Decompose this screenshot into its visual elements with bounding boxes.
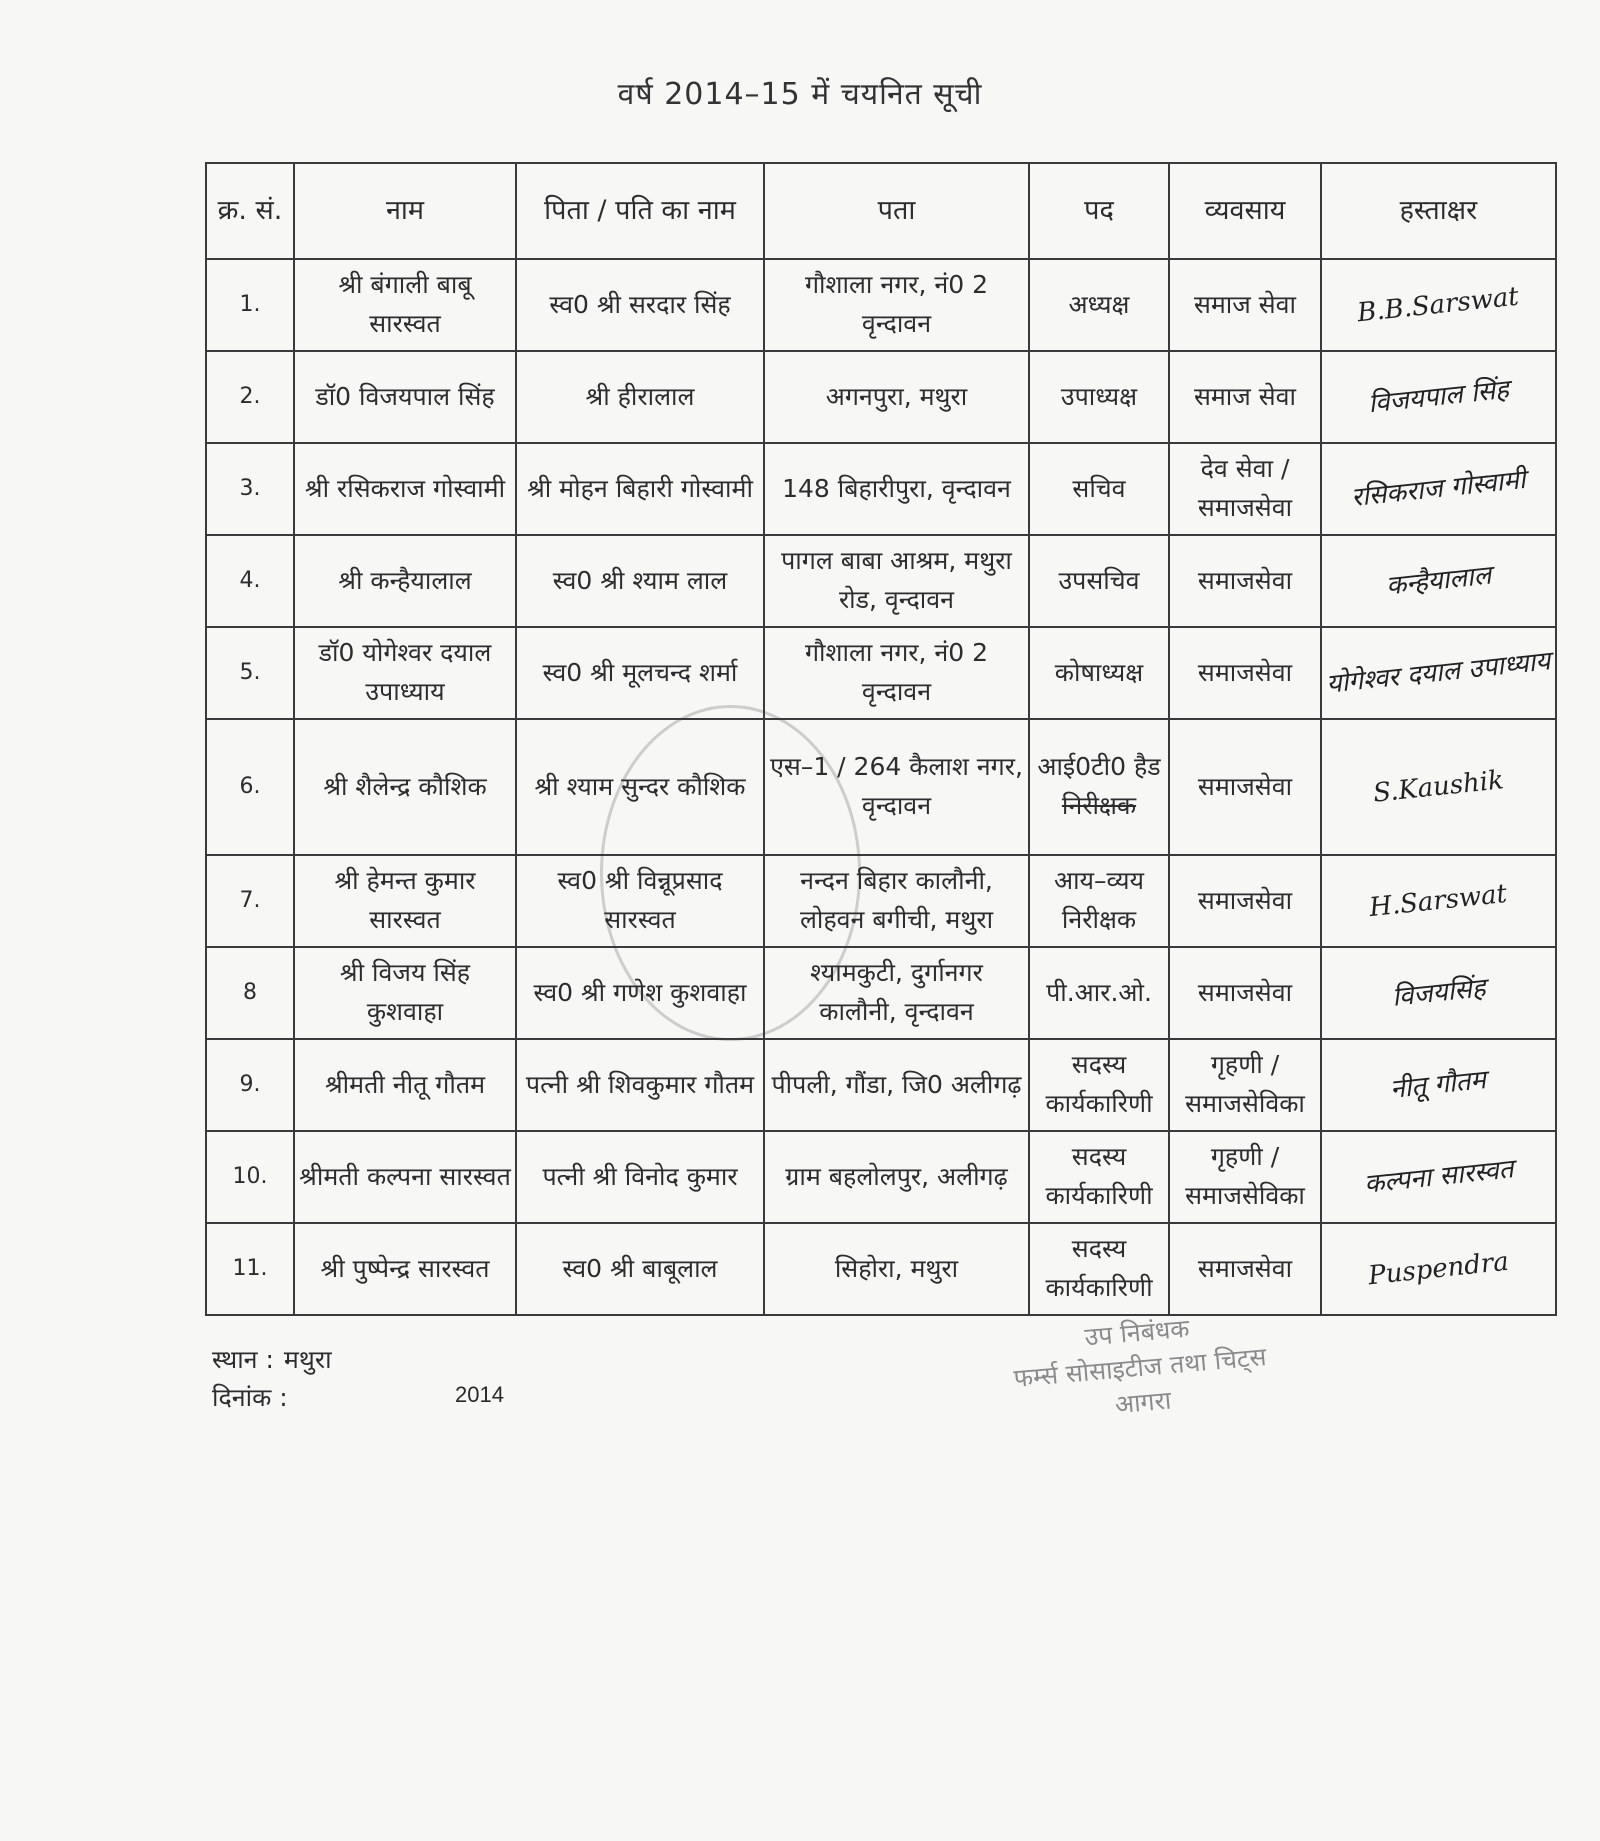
- address-cell: एस–1 / 264 कैलाश नगर, वृन्दावन: [764, 719, 1029, 855]
- table-row: [206, 1223, 1556, 1315]
- post-text: उपाध्यक्ष: [1060, 381, 1138, 411]
- table-header-row: [206, 163, 1556, 259]
- address-cell: श्यामकुटी, दुर्गानगर कालौनी, वृन्दावन: [764, 947, 1029, 1039]
- post-cell: [1029, 947, 1169, 1039]
- occupation-cell: समाजसेवा: [1169, 535, 1321, 627]
- date-line: [212, 1380, 288, 1414]
- header-name: नाम: [294, 163, 516, 259]
- post-text: उपसचिव: [1058, 565, 1140, 595]
- name-cell: डॉ0 विजयपाल सिंह: [294, 351, 516, 443]
- post-text: आय–व्यय निरीक्षक: [1053, 866, 1145, 934]
- father-name-cell: स्व0 श्री गणेश कुशवाहा: [516, 947, 764, 1039]
- serial-cell: 10.: [206, 1131, 294, 1223]
- stamp-line-3: आगरा: [1113, 1385, 1173, 1420]
- table-row: [206, 627, 1556, 719]
- post-text: सदस्य कार्यकारिणी: [1045, 1234, 1153, 1302]
- place-label: स्थान :: [212, 1345, 274, 1374]
- table-row: [206, 855, 1556, 947]
- father-name-cell: श्री श्याम सुन्दर कौशिक: [516, 719, 764, 855]
- serial-cell: 2.: [206, 351, 294, 443]
- post-text: आई0टी0 हैड: [1037, 752, 1161, 782]
- signature-cell: [1321, 351, 1556, 443]
- handwritten-signature: विजयपाल सिंह: [1366, 374, 1511, 420]
- signature-cell: [1321, 443, 1556, 535]
- table-row: [206, 351, 1556, 443]
- address-cell: ग्राम बहलोलपुर, अलीगढ़: [764, 1131, 1029, 1223]
- header-address: पता: [764, 163, 1029, 259]
- address-cell: गौशाला नगर, नं0 2 वृन्दावन: [764, 259, 1029, 351]
- handwritten-signature: रसिकराज गोस्वामी: [1349, 464, 1527, 513]
- occupation-cell: समाजसेवा: [1169, 855, 1321, 947]
- registrar-stamp: [956, 1300, 1324, 1436]
- header-signature: हस्ताक्षर: [1321, 163, 1556, 259]
- post-cell: [1029, 535, 1169, 627]
- name-cell: श्रीमती नीतू गौतम: [294, 1039, 516, 1131]
- signature-cell: [1321, 1131, 1556, 1223]
- father-name-cell: स्व0 श्री बाबूलाल: [516, 1223, 764, 1315]
- father-name-cell: श्री हीरालाल: [516, 351, 764, 443]
- serial-cell: 6.: [206, 719, 294, 855]
- signature-cell: [1321, 535, 1556, 627]
- father-name-cell: स्व0 श्री विन्नूप्रसाद सारस्वत: [516, 855, 764, 947]
- handwritten-signature: कन्हैयालाल: [1384, 560, 1493, 602]
- occupation-cell: देव सेवा / समाजसेवा: [1169, 443, 1321, 535]
- header-post: पद: [1029, 163, 1169, 259]
- occupation-cell: समाजसेवा: [1169, 719, 1321, 855]
- table-row: [206, 1131, 1556, 1223]
- date-year: 2014: [455, 1382, 504, 1407]
- post-cell: [1029, 855, 1169, 947]
- signature-cell: [1321, 259, 1556, 351]
- handwritten-signature: H.Sarswat: [1368, 878, 1509, 923]
- serial-cell: 3.: [206, 443, 294, 535]
- serial-cell: 9.: [206, 1039, 294, 1131]
- post-cell: [1029, 719, 1169, 855]
- address-cell: पागल बाबा आश्रम, मथुरा रोड, वृन्दावन: [764, 535, 1029, 627]
- signature-cell: [1321, 1223, 1556, 1315]
- signature-cell: [1321, 719, 1556, 855]
- page-title: वर्ष 2014–15 में चयनित सूची: [617, 77, 983, 112]
- post-cell: [1029, 1131, 1169, 1223]
- address-cell: नन्दन बिहार कालौनी, लोहवन बगीची, मथुरा: [764, 855, 1029, 947]
- signature-cell: [1321, 855, 1556, 947]
- handwritten-signature: S.Kaushik: [1371, 765, 1506, 809]
- name-cell: डॉ0 योगेश्वर दयाल उपाध्याय: [294, 627, 516, 719]
- name-cell: श्री शैलेन्द्र कौशिक: [294, 719, 516, 855]
- address-cell: 148 बिहारीपुरा, वृन्दावन: [764, 443, 1029, 535]
- name-cell: श्रीमती कल्पना सारस्वत: [294, 1131, 516, 1223]
- header-serial: क्र. सं.: [206, 163, 294, 259]
- post-cell: [1029, 627, 1169, 719]
- name-cell: श्री बंगाली बाबू सारस्वत: [294, 259, 516, 351]
- post-text: सदस्य कार्यकारिणी: [1045, 1050, 1153, 1118]
- occupation-cell: समाज सेवा: [1169, 351, 1321, 443]
- place-value: मथुरा: [283, 1345, 332, 1374]
- address-cell: अगनपुरा, मथुरा: [764, 351, 1029, 443]
- struck-post-text: निरीक्षक: [1061, 791, 1137, 820]
- address-cell: सिहोरा, मथुरा: [764, 1223, 1029, 1315]
- handwritten-signature: कल्पना सारस्वत: [1362, 1154, 1515, 1200]
- occupation-cell: समाजसेवा: [1169, 1223, 1321, 1315]
- name-cell: श्री कन्हैयालाल: [294, 535, 516, 627]
- name-cell: श्री हेमन्त कुमार सारस्वत: [294, 855, 516, 947]
- handwritten-signature: नीतू गौतम: [1389, 1064, 1488, 1105]
- table-row: [206, 443, 1556, 535]
- place-line: [212, 1342, 332, 1376]
- address-cell: पीपली, गौंडा, जि0 अलीगढ़: [764, 1039, 1029, 1131]
- serial-cell: 8: [206, 947, 294, 1039]
- stamp-line-2: फर्म्स सोसाइटीज तथा चिट्स: [1012, 1342, 1268, 1393]
- post-cell: [1029, 351, 1169, 443]
- selection-list-table: [205, 162, 1557, 1316]
- date-label: दिनांक :: [212, 1383, 288, 1412]
- signature-cell: [1321, 627, 1556, 719]
- post-text: कोषाध्यक्ष: [1054, 657, 1144, 687]
- table-row: [206, 535, 1556, 627]
- table-row: [206, 1039, 1556, 1131]
- handwritten-signature: विजयसिंह: [1390, 973, 1487, 1013]
- handwritten-signature: योगेश्वर दयाल उपाध्याय: [1325, 646, 1552, 700]
- father-name-cell: पत्नी श्री शिवकुमार गौतम: [516, 1039, 764, 1131]
- post-text: सदस्य कार्यकारिणी: [1045, 1142, 1153, 1210]
- occupation-cell: समाजसेवा: [1169, 947, 1321, 1039]
- occupation-cell: समाज सेवा: [1169, 259, 1321, 351]
- post-cell: [1029, 1223, 1169, 1315]
- serial-cell: 7.: [206, 855, 294, 947]
- signature-cell: [1321, 1039, 1556, 1131]
- post-cell: [1029, 443, 1169, 535]
- serial-cell: 5.: [206, 627, 294, 719]
- post-text: पी.आर.ओ.: [1046, 977, 1152, 1007]
- serial-cell: 4.: [206, 535, 294, 627]
- name-cell: श्री रसिकराज गोस्वामी: [294, 443, 516, 535]
- father-name-cell: पत्नी श्री विनोद कुमार: [516, 1131, 764, 1223]
- signature-cell: [1321, 947, 1556, 1039]
- table-row: [206, 259, 1556, 351]
- occupation-cell: गृहणी / समाजसेविका: [1169, 1131, 1321, 1223]
- header-father-husband-name: पिता / पति का नाम: [516, 163, 764, 259]
- father-name-cell: श्री मोहन बिहारी गोस्वामी: [516, 443, 764, 535]
- occupation-cell: गृहणी / समाजसेविका: [1169, 1039, 1321, 1131]
- father-name-cell: स्व0 श्री श्याम लाल: [516, 535, 764, 627]
- serial-cell: 11.: [206, 1223, 294, 1315]
- header-occupation: व्यवसाय: [1169, 163, 1321, 259]
- post-text: सचिव: [1072, 473, 1126, 503]
- father-name-cell: स्व0 श्री मूलचन्द शर्मा: [516, 627, 764, 719]
- stamp-line-1: उप निबंधक: [1083, 1313, 1191, 1352]
- post-text: अध्यक्ष: [1068, 289, 1130, 319]
- father-name-cell: स्व0 श्री सरदार सिंह: [516, 259, 764, 351]
- handwritten-signature: Puspendra: [1366, 1246, 1511, 1292]
- name-cell: श्री पुष्पेन्द्र सारस्वत: [294, 1223, 516, 1315]
- address-cell: गौशाला नगर, नं0 2 वृन्दावन: [764, 627, 1029, 719]
- serial-cell: 1.: [206, 259, 294, 351]
- post-cell: [1029, 259, 1169, 351]
- handwritten-signature: B.B.Sarswat: [1356, 281, 1521, 329]
- name-cell: श्री विजय सिंह कुशवाहा: [294, 947, 516, 1039]
- table-row: [206, 947, 1556, 1039]
- post-cell: [1029, 1039, 1169, 1131]
- table-row: [206, 719, 1556, 855]
- occupation-cell: समाजसेवा: [1169, 627, 1321, 719]
